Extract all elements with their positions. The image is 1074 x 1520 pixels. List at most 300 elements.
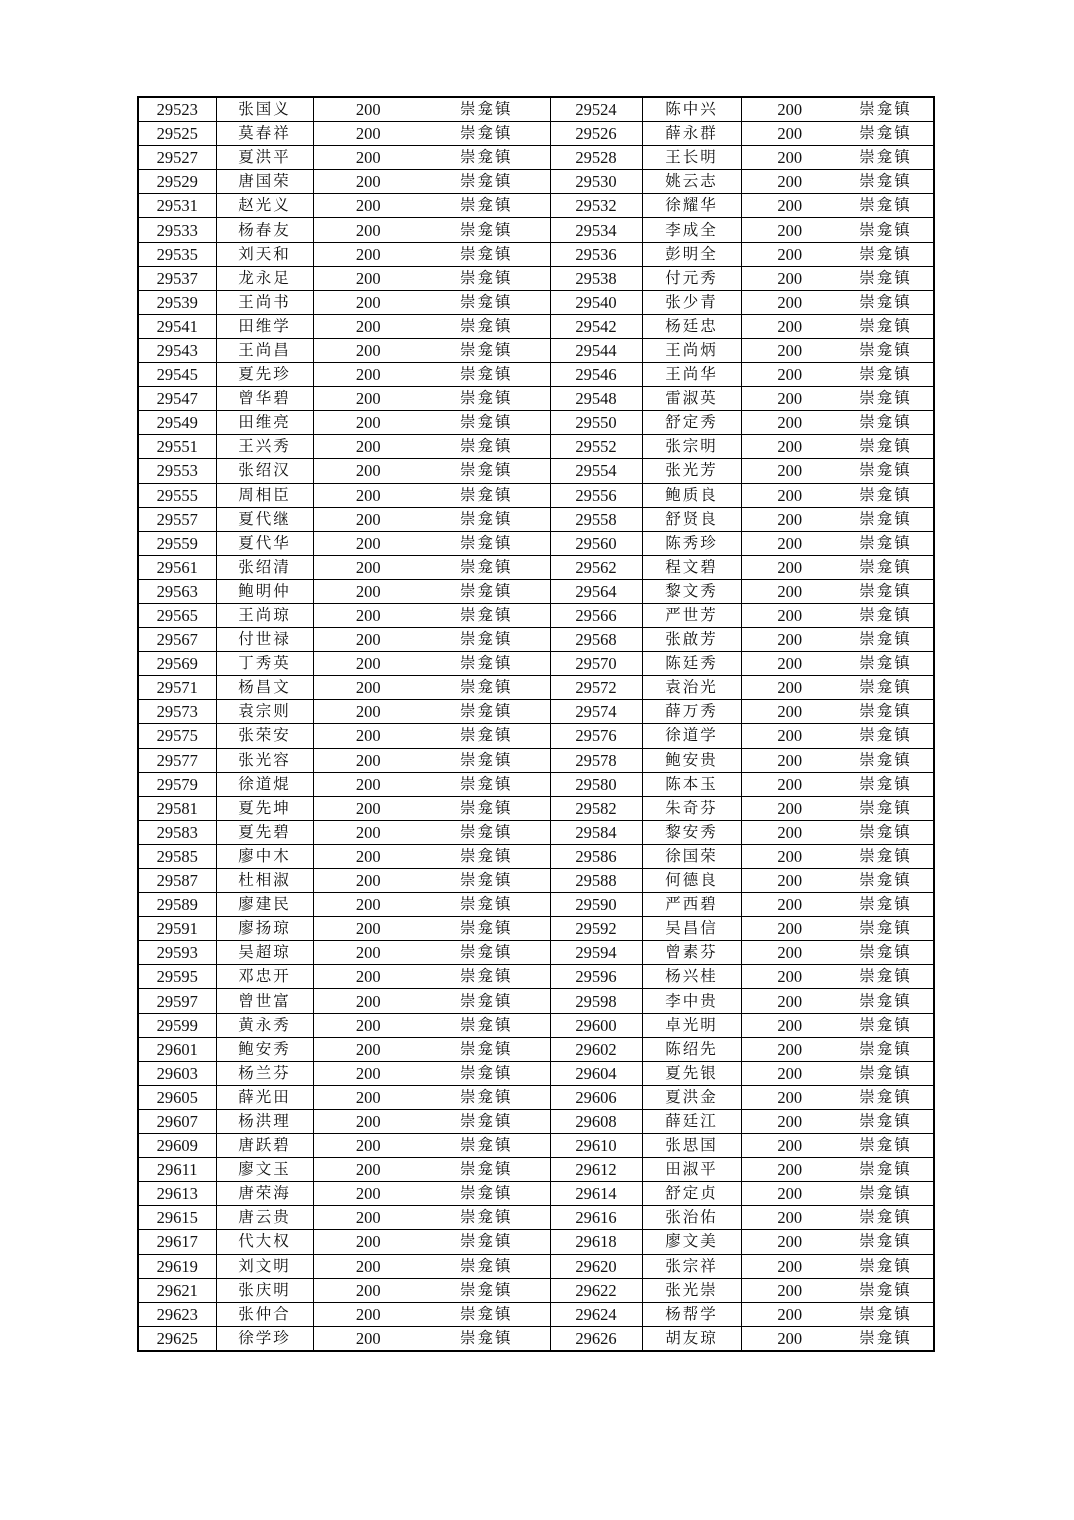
id-cell: 29614 [550,1182,642,1206]
town-cell: 崇龛镇 [838,628,934,652]
amount-cell: 200 [741,314,838,338]
id-cell: 29576 [550,724,642,748]
name-cell: 姚云志 [642,170,741,194]
town-cell: 崇龛镇 [838,266,934,290]
name-cell: 袁治光 [642,676,741,700]
table-row [138,869,934,893]
name-cell: 龙永足 [216,266,313,290]
town-cell: 崇龛镇 [838,218,934,242]
name-cell: 杨春友 [216,218,313,242]
table-row [138,1061,934,1085]
id-cell: 29599 [138,1013,216,1037]
town-cell: 崇龛镇 [838,170,934,194]
id-cell: 29625 [138,1326,216,1351]
amount-cell: 200 [741,1061,838,1085]
table-row [138,844,934,868]
town-cell: 崇龛镇 [838,1278,934,1302]
id-cell: 29552 [550,435,642,459]
amount-cell: 200 [741,1109,838,1133]
town-cell: 崇龛镇 [838,146,934,170]
town-cell: 崇龛镇 [838,314,934,338]
name-cell: 田淑平 [642,1158,741,1182]
town-cell: 崇龛镇 [423,676,550,700]
id-cell: 29548 [550,387,642,411]
name-cell: 莫春祥 [216,122,313,146]
name-cell: 鲍安秀 [216,1037,313,1061]
name-cell: 张治佑 [642,1206,741,1230]
name-cell: 赵光义 [216,194,313,218]
name-cell: 张光崇 [642,1278,741,1302]
name-cell: 鲍明仲 [216,579,313,603]
amount-cell: 200 [741,1158,838,1182]
id-cell: 29626 [550,1326,642,1351]
name-cell: 鲍安贵 [642,748,741,772]
name-cell: 廖中木 [216,844,313,868]
amount-cell: 200 [741,652,838,676]
table-row [138,242,934,266]
table-row [138,122,934,146]
amount-cell: 200 [741,724,838,748]
name-cell: 邓忠开 [216,965,313,989]
name-cell: 徐道学 [642,724,741,748]
town-cell: 崇龛镇 [423,652,550,676]
amount-cell: 200 [741,1206,838,1230]
amount-cell: 200 [313,97,423,122]
table-row [138,989,934,1013]
name-cell: 张啟芳 [642,628,741,652]
amount-cell: 200 [313,652,423,676]
amount-cell: 200 [313,1206,423,1230]
amount-cell: 200 [741,869,838,893]
town-cell: 崇龛镇 [423,1134,550,1158]
id-cell: 29595 [138,965,216,989]
table-row [138,266,934,290]
table-row [138,1326,934,1351]
name-cell: 张荣安 [216,724,313,748]
table-row [138,387,934,411]
amount-cell: 200 [313,820,423,844]
id-cell: 29533 [138,218,216,242]
table-row [138,170,934,194]
town-cell: 崇龛镇 [838,1085,934,1109]
id-cell: 29527 [138,146,216,170]
name-cell: 王尚华 [642,363,741,387]
town-cell: 崇龛镇 [838,122,934,146]
town-cell: 崇龛镇 [423,603,550,627]
id-cell: 29579 [138,772,216,796]
table-row [138,531,934,555]
table-row [138,796,934,820]
amount-cell: 200 [741,170,838,194]
id-cell: 29589 [138,893,216,917]
town-cell: 崇龛镇 [423,97,550,122]
id-cell: 29540 [550,290,642,314]
id-cell: 29526 [550,122,642,146]
name-cell: 杨帮学 [642,1302,741,1326]
name-cell: 陈廷秀 [642,652,741,676]
name-cell: 王尚琼 [216,603,313,627]
id-cell: 29561 [138,555,216,579]
table-row [138,820,934,844]
id-cell: 29611 [138,1158,216,1182]
table-row [138,194,934,218]
amount-cell: 200 [741,989,838,1013]
id-cell: 29580 [550,772,642,796]
id-cell: 29547 [138,387,216,411]
name-cell: 夏先坤 [216,796,313,820]
name-cell: 朱奇芬 [642,796,741,820]
amount-cell: 200 [741,290,838,314]
name-cell: 陈秀珍 [642,531,741,555]
town-cell: 崇龛镇 [838,724,934,748]
name-cell: 廖文美 [642,1230,741,1254]
town-cell: 崇龛镇 [838,869,934,893]
table-row [138,1013,934,1037]
town-cell: 崇龛镇 [838,411,934,435]
amount-cell: 200 [741,1182,838,1206]
amount-cell: 200 [313,724,423,748]
amount-cell: 200 [313,1254,423,1278]
town-cell: 崇龛镇 [838,483,934,507]
name-cell: 袁宗则 [216,700,313,724]
id-cell: 29564 [550,579,642,603]
town-cell: 崇龛镇 [838,363,934,387]
amount-cell: 200 [741,435,838,459]
id-cell: 29593 [138,941,216,965]
table-row [138,146,934,170]
name-cell: 付元秀 [642,266,741,290]
amount-cell: 200 [313,965,423,989]
name-cell: 夏先银 [642,1061,741,1085]
name-cell: 夏先珍 [216,363,313,387]
town-cell: 崇龛镇 [838,459,934,483]
name-cell: 黄永秀 [216,1013,313,1037]
name-cell: 陈本玉 [642,772,741,796]
id-cell: 29572 [550,676,642,700]
amount-cell: 200 [313,555,423,579]
amount-cell: 200 [313,1109,423,1133]
name-cell: 唐云贵 [216,1206,313,1230]
name-cell: 曾华碧 [216,387,313,411]
amount-cell: 200 [313,531,423,555]
town-cell: 崇龛镇 [423,170,550,194]
id-cell: 29546 [550,363,642,387]
name-cell: 鲍质良 [642,483,741,507]
amount-cell: 200 [313,483,423,507]
amount-cell: 200 [741,483,838,507]
table-row [138,676,934,700]
amount-cell: 200 [313,772,423,796]
id-cell: 29542 [550,314,642,338]
town-cell: 崇龛镇 [838,796,934,820]
name-cell: 杜相淑 [216,869,313,893]
id-cell: 29531 [138,194,216,218]
town-cell: 崇龛镇 [423,1061,550,1085]
name-cell: 夏代华 [216,531,313,555]
amount-cell: 200 [741,338,838,362]
id-cell: 29623 [138,1302,216,1326]
id-cell: 29557 [138,507,216,531]
name-cell: 田维亮 [216,411,313,435]
table-row [138,1109,934,1133]
name-cell: 廖文玉 [216,1158,313,1182]
name-cell: 王兴秀 [216,435,313,459]
id-cell: 29602 [550,1037,642,1061]
amount-cell: 200 [741,1085,838,1109]
table-row [138,507,934,531]
id-cell: 29585 [138,844,216,868]
name-cell: 刘天和 [216,242,313,266]
name-cell: 张少青 [642,290,741,314]
name-cell: 张光芳 [642,459,741,483]
town-cell: 崇龛镇 [423,748,550,772]
name-cell: 夏代继 [216,507,313,531]
table-row [138,1302,934,1326]
town-cell: 崇龛镇 [838,555,934,579]
id-cell: 29617 [138,1230,216,1254]
name-cell: 杨昌文 [216,676,313,700]
name-cell: 徐国荣 [642,844,741,868]
id-cell: 29523 [138,97,216,122]
name-cell: 唐荣海 [216,1182,313,1206]
id-cell: 29567 [138,628,216,652]
name-cell: 夏先碧 [216,820,313,844]
amount-cell: 200 [313,170,423,194]
name-cell: 王尚书 [216,290,313,314]
town-cell: 崇龛镇 [838,1037,934,1061]
id-cell: 29620 [550,1254,642,1278]
table-row [138,1037,934,1061]
amount-cell: 200 [741,917,838,941]
town-cell: 崇龛镇 [423,387,550,411]
table-row [138,97,934,122]
town-cell: 崇龛镇 [838,652,934,676]
name-cell: 何德良 [642,869,741,893]
amount-cell: 200 [313,1302,423,1326]
id-cell: 29607 [138,1109,216,1133]
town-cell: 崇龛镇 [423,290,550,314]
name-cell: 曾素芬 [642,941,741,965]
town-cell: 崇龛镇 [423,218,550,242]
name-cell: 张思国 [642,1134,741,1158]
town-cell: 崇龛镇 [423,724,550,748]
town-cell: 崇龛镇 [423,363,550,387]
town-cell: 崇龛镇 [423,869,550,893]
table-row [138,290,934,314]
town-cell: 崇龛镇 [838,290,934,314]
table-row [138,724,934,748]
table-row [138,363,934,387]
amount-cell: 200 [741,218,838,242]
amount-cell: 200 [741,579,838,603]
name-cell: 张宗明 [642,435,741,459]
town-cell: 崇龛镇 [838,1013,934,1037]
amount-cell: 200 [741,97,838,122]
town-cell: 崇龛镇 [423,146,550,170]
amount-cell: 200 [313,290,423,314]
name-cell: 卓光明 [642,1013,741,1037]
name-cell: 徐学珍 [216,1326,313,1351]
table-row [138,218,934,242]
town-cell: 崇龛镇 [423,1254,550,1278]
table-row [138,1206,934,1230]
id-cell: 29556 [550,483,642,507]
id-cell: 29534 [550,218,642,242]
amount-cell: 200 [741,941,838,965]
town-cell: 崇龛镇 [838,772,934,796]
amount-cell: 200 [741,1254,838,1278]
amount-cell: 200 [741,507,838,531]
town-cell: 崇龛镇 [838,338,934,362]
town-cell: 崇龛镇 [423,700,550,724]
id-cell: 29608 [550,1109,642,1133]
id-cell: 29577 [138,748,216,772]
name-cell: 李中贵 [642,989,741,1013]
town-cell: 崇龛镇 [838,1158,934,1182]
id-cell: 29584 [550,820,642,844]
amount-cell: 200 [741,411,838,435]
amount-cell: 200 [741,266,838,290]
town-cell: 崇龛镇 [423,555,550,579]
name-cell: 张仲合 [216,1302,313,1326]
name-cell: 曾世富 [216,989,313,1013]
amount-cell: 200 [741,531,838,555]
table-row [138,1158,934,1182]
town-cell: 崇龛镇 [423,194,550,218]
amount-cell: 200 [741,772,838,796]
name-cell: 舒定秀 [642,411,741,435]
amount-cell: 200 [313,363,423,387]
id-cell: 29601 [138,1037,216,1061]
name-cell: 黎文秀 [642,579,741,603]
id-cell: 29544 [550,338,642,362]
town-cell: 崇龛镇 [423,531,550,555]
amount-cell: 200 [313,941,423,965]
id-cell: 29588 [550,869,642,893]
table-row [138,1278,934,1302]
id-cell: 29570 [550,652,642,676]
amount-cell: 200 [313,1278,423,1302]
amount-cell: 200 [741,1134,838,1158]
amount-cell: 200 [313,603,423,627]
town-cell: 崇龛镇 [838,1230,934,1254]
town-cell: 崇龛镇 [838,242,934,266]
id-cell: 29551 [138,435,216,459]
id-cell: 29554 [550,459,642,483]
amount-cell: 200 [313,387,423,411]
amount-cell: 200 [741,242,838,266]
name-cell: 陈中兴 [642,97,741,122]
name-cell: 杨兴桂 [642,965,741,989]
id-cell: 29549 [138,411,216,435]
name-cell: 唐国荣 [216,170,313,194]
table-row [138,1134,934,1158]
table-row [138,652,934,676]
amount-cell: 200 [741,194,838,218]
amount-cell: 200 [313,869,423,893]
name-cell: 严西碧 [642,893,741,917]
town-cell: 崇龛镇 [838,579,934,603]
town-cell: 崇龛镇 [423,411,550,435]
table-row [138,483,934,507]
amount-cell: 200 [313,1013,423,1037]
table-row [138,603,934,627]
town-cell: 崇龛镇 [423,844,550,868]
name-cell: 彭明全 [642,242,741,266]
amount-cell: 200 [313,676,423,700]
id-cell: 29543 [138,338,216,362]
town-cell: 崇龛镇 [838,844,934,868]
town-cell: 崇龛镇 [838,603,934,627]
amount-cell: 200 [741,1037,838,1061]
amount-cell: 200 [313,1134,423,1158]
town-cell: 崇龛镇 [838,1206,934,1230]
amount-cell: 200 [313,700,423,724]
table-row [138,555,934,579]
id-cell: 29575 [138,724,216,748]
table-row [138,579,934,603]
amount-cell: 200 [741,387,838,411]
id-cell: 29528 [550,146,642,170]
name-cell: 夏洪金 [642,1085,741,1109]
id-cell: 29624 [550,1302,642,1326]
table-row [138,1230,934,1254]
id-cell: 29538 [550,266,642,290]
town-cell: 崇龛镇 [838,1326,934,1351]
id-cell: 29621 [138,1278,216,1302]
amount-cell: 200 [741,459,838,483]
name-cell: 舒贤良 [642,507,741,531]
amount-cell: 200 [741,1326,838,1351]
id-cell: 29524 [550,97,642,122]
town-cell: 崇龛镇 [423,507,550,531]
name-cell: 夏洪平 [216,146,313,170]
id-cell: 29612 [550,1158,642,1182]
amount-cell: 200 [313,1182,423,1206]
id-cell: 29600 [550,1013,642,1037]
id-cell: 29590 [550,893,642,917]
name-cell: 黎安秀 [642,820,741,844]
id-cell: 29603 [138,1061,216,1085]
id-cell: 29555 [138,483,216,507]
id-cell: 29597 [138,989,216,1013]
town-cell: 崇龛镇 [423,941,550,965]
name-cell: 付世禄 [216,628,313,652]
amount-cell: 200 [741,603,838,627]
amount-cell: 200 [741,1302,838,1326]
name-cell: 严世芳 [642,603,741,627]
id-cell: 29609 [138,1134,216,1158]
name-cell: 王尚昌 [216,338,313,362]
id-cell: 29563 [138,579,216,603]
name-cell: 周相臣 [216,483,313,507]
town-cell: 崇龛镇 [423,820,550,844]
id-cell: 29562 [550,555,642,579]
amount-cell: 200 [741,1013,838,1037]
name-cell: 徐道焜 [216,772,313,796]
id-cell: 29598 [550,989,642,1013]
town-cell: 崇龛镇 [423,1182,550,1206]
id-cell: 29566 [550,603,642,627]
table-row [138,435,934,459]
amount-cell: 200 [313,435,423,459]
table-row [138,314,934,338]
id-cell: 29545 [138,363,216,387]
town-cell: 崇龛镇 [838,989,934,1013]
id-cell: 29613 [138,1182,216,1206]
town-cell: 崇龛镇 [423,1013,550,1037]
name-cell: 代大权 [216,1230,313,1254]
